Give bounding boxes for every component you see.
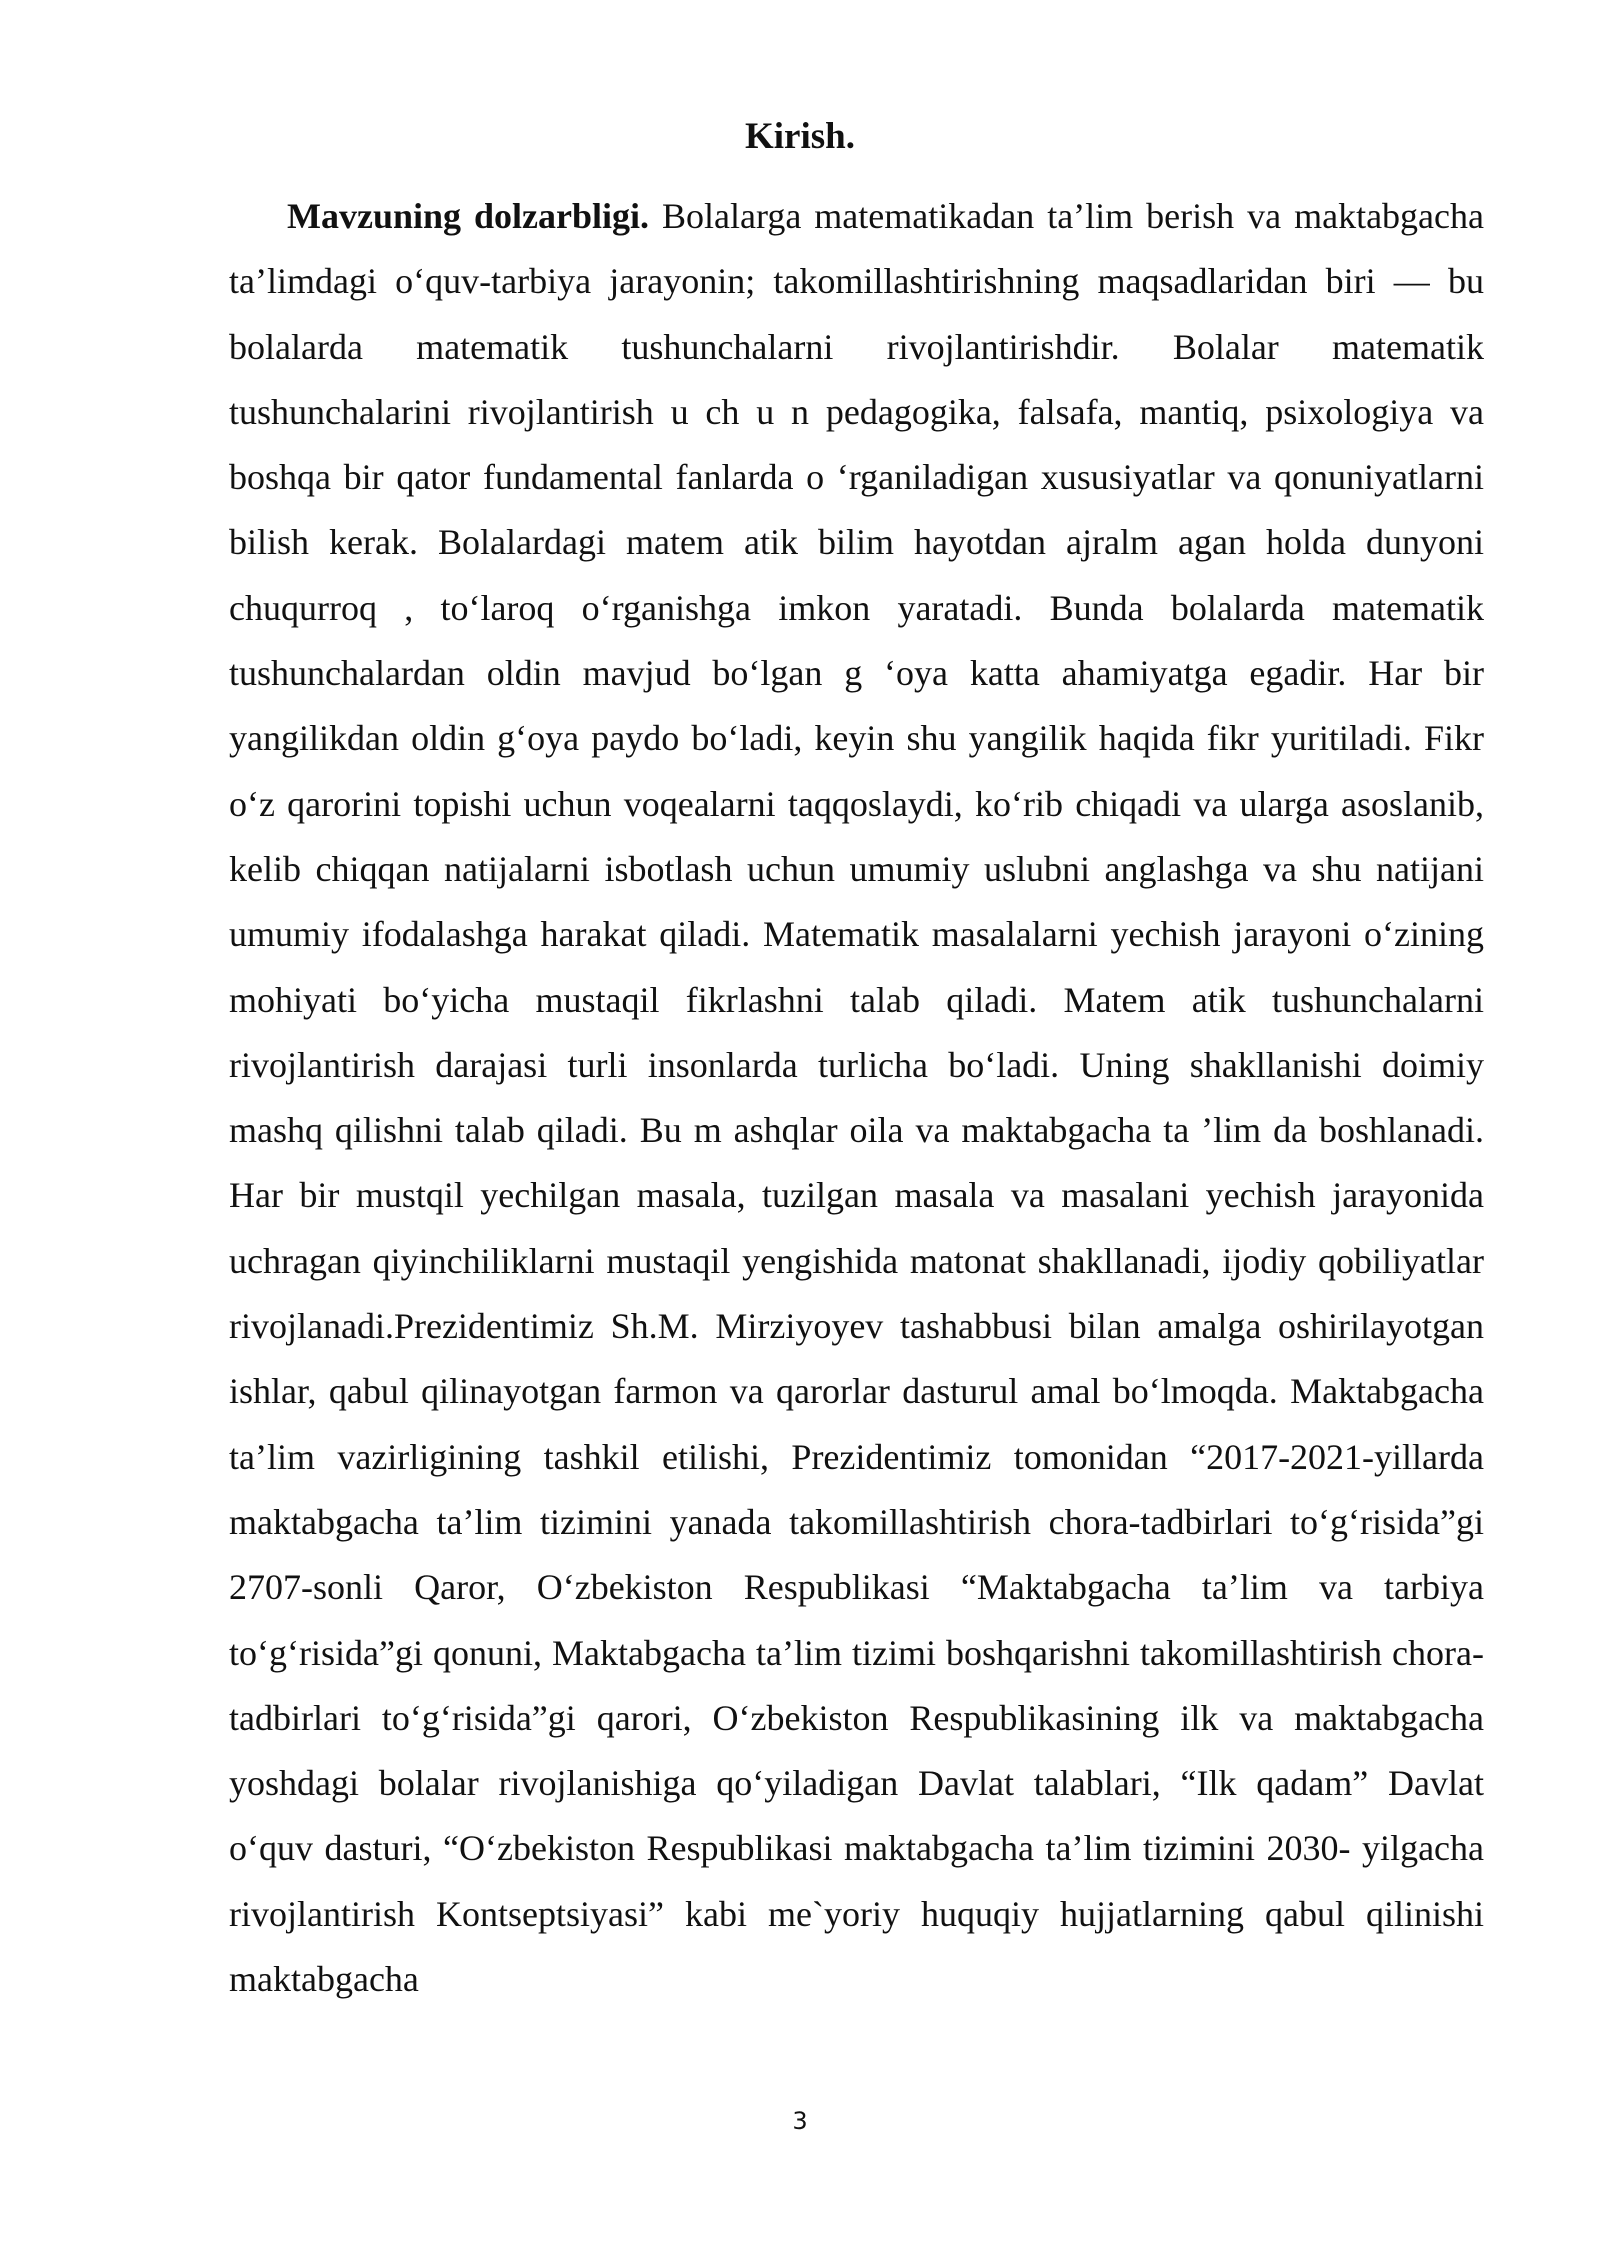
lead-bold-phrase: Mavzuning dolzarbligi. — [287, 196, 650, 236]
body-paragraph — [229, 184, 1484, 2012]
section-heading: Kirish. — [745, 116, 855, 157]
page-number: 3 — [792, 2107, 808, 2135]
paragraph-text: Bolalarga matematikadan ta’lim berish va maktabgacha ta’limdagi o‘quv-tarbiya jarayonin; takomillashtirishning maqsadlaridan biri — bu bolalarda matematik tushunchalarni rivojlantirishdir. Bolalar matematik tushunchalarini rivojlantirish u ch u n pedagogika, falsafa, mantiq, psixologiya va boshqa bir qator fundamental fanlarda o ‘rganiladigan xususiyatlar va qonuniyatlarni bilish kerak. Bolalardagi matem atik bilim hayotdan ajralm agan holda dunyoni chuqurroq , to‘laroq o‘rganishga imkon yaratadi. Bunda bolalarda matematik tushunchalardan oldin mavjud bo‘lgan g ‘oya katta ahamiyatga egadir. Har bir yangilikdan oldin g‘oya paydo bo‘ladi, keyin shu yangilik haqida fikr yuritiladi. Fikr o‘z qarorini topishi uchun voqealarni taqqoslaydi, ko‘rib chiqadi va ularga asoslanib, kelib chiqqan natijalarni isbotlash uchun umumiy uslubni anglashga va shu natijani umumiy ifodalashga harakat qiladi. Matematik masalalarni yechish jarayoni o‘zining mohiyati bo‘yicha mustaqil fikrlashni talab qiladi. Matem atik tushunchalarni rivojlantirish darajasi turli insonlarda turlicha bo‘ladi. Uning shakllanishi doimiy mashq qilishni talab qiladi. Bu m ashqlar oila va maktabgacha ta ’lim da boshlanadi. Har bir mustqil yechilgan masala, tuzilgan masala va masalani yechish jarayonida uchragan qiyinchiliklarni mustaqil yengishida matonat shakllanadi, ijodiy qobiliyatlar rivojlanadi.Prezidentimiz Sh.M. Mirziyoyev tashabbusi bilan amalga oshirilayotgan ishlar, qabul qilinayotgan farmon va qarorlar dasturul amal bo‘lmoqda. Maktabgacha ta’lim vazirligining tashkil etilishi, Prezidentimiz tomonidan “2017-2021-yillarda maktabgacha ta’lim tizimini yanada takomillashtirish chora-tadbirlari to‘g‘risida”gi 2707-sonli Qaror, O‘zbekiston Respublikasi “Maktabgacha ta’lim va tarbiya to‘g‘risida”gi qonuni, Maktabgacha ta’lim tizimi boshqarishni takomillashtirish chora-tadbirlari to‘g‘risida”gi qarori, O‘zbekiston Respublikasining ilk va maktabgacha yoshdagi bolalar rivojlanishiga qo‘yiladigan Davlat talablari, “Ilk qadam” Davlat o‘quv dasturi, “O‘zbekiston Respublikasi maktabgacha ta’lim tizimini 2030- yilgacha rivojlantirish Kontseptsiyasi” kabi me`yoriy huquqiy hujjatlarning qabul qilinishi maktabgacha — [229, 196, 1484, 2000]
